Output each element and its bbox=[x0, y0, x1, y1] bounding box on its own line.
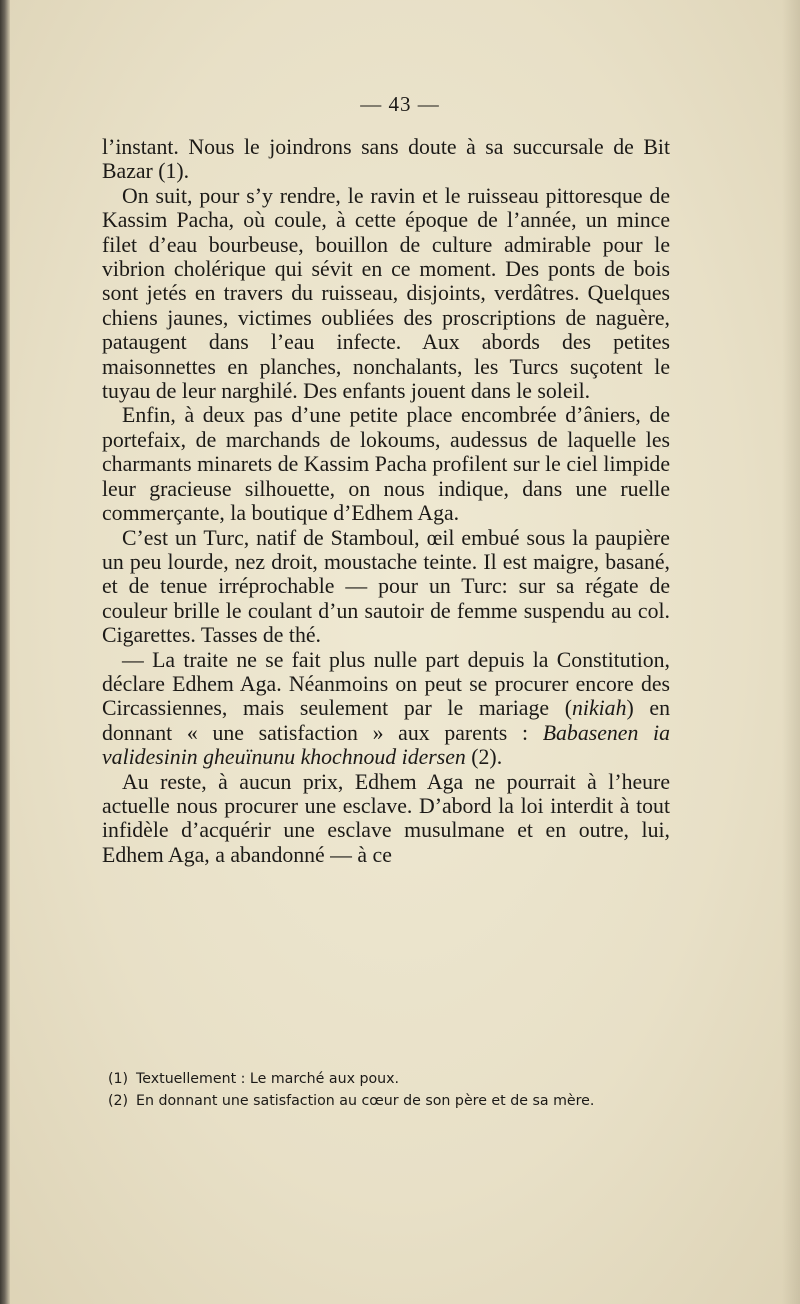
body-text bbox=[102, 135, 670, 867]
footnotes bbox=[108, 1068, 668, 1112]
paragraph-5-text-b: ) en donnant « une satisfaction » aux parents : bbox=[102, 696, 671, 745]
paragraph-6: Au reste, à aucun prix, Edhem Aga ne pourrait à l’heure actuelle nous procurer une esclave. D’abord la loi interdit à tout infidèle d’acquérir une esclave musulmane et en outre, lui, Edhem Aga, a abandonné — à ce bbox=[102, 769, 670, 867]
paragraph-1: l’instant. Nous le joindrons sans doute à sa succursale de Bit Bazar (1). bbox=[102, 135, 670, 184]
page-number: — 43 — bbox=[360, 92, 440, 116]
paragraph-5-italic-nikiah: nikiah bbox=[572, 696, 627, 721]
page-edge-shadow bbox=[782, 0, 800, 1304]
footnote-2 bbox=[108, 1090, 668, 1112]
footnote-text: En donnant une satisfaction au cœur de son père et de sa mère. bbox=[136, 1093, 595, 1109]
paragraph-3: Enfin, à deux pas d’une petite place encombrée d’âniers, de portefaix, de marchands de lokoums, audessus de laquelle les charmants minarets de Kassim Pacha profilent sur le ciel limpide leur gracieuse silhouette, on nous indique, dans une ruelle commerçante, la boutique d’Edhem Aga. bbox=[102, 403, 670, 526]
footnote-1 bbox=[108, 1068, 668, 1090]
footnote-mark: (2) bbox=[108, 1093, 129, 1109]
footnote-mark: (1) bbox=[108, 1071, 129, 1087]
binding-edge bbox=[0, 0, 10, 1304]
paragraph-2: On suit, pour s’y rendre, le ravin et le ruisseau pittoresque de Kassim Pacha, où coule, à cette époque de l’année, un mince filet d’eau bourbeuse, bouillon de culture admirable pour le vibrion cholérique qui sévit en ce moment. Des ponts de bois sont jetés en travers du ruisseau, disjoints, verdâtres. Quelques chiens jaunes, victimes oubliées des proscriptions de naguère, pataugent dans l’eau infecte. Aux abords des petites maisonnettes en planches, nonchalants, les Turcs suçotent le tuyau de leur narghilé. Des enfants jouent dans le soleil. bbox=[102, 183, 670, 404]
paragraph-5-italic-turkish: Babasenen ia validesinin gheuïnunu khochnoud idersen bbox=[102, 720, 670, 770]
paragraph-5-text-c: (2). bbox=[465, 745, 503, 770]
paragraph-5 bbox=[102, 648, 670, 770]
paragraph-4: C’est un Turc, natif de Stamboul, œil embué sous la paupière un peu lourde, nez droit, moustache teinte. Il est maigre, basané, et de tenue irréprochable — pour un Turc: sur sa régate de couleur brille le coulant d’un sautoir de femme suspendu au col. Cigarettes. Tasses de thé. bbox=[102, 525, 670, 648]
paragraph-5-text-a: — La traite ne se fait plus nulle part depuis la Constitution, déclare Edhem Aga. Néanmoins on peut se procurer encore des Circassiennes, mais seulement par le mariage ( bbox=[102, 647, 670, 721]
footnote-text: Textuellement : Le marché aux poux. bbox=[136, 1071, 400, 1087]
